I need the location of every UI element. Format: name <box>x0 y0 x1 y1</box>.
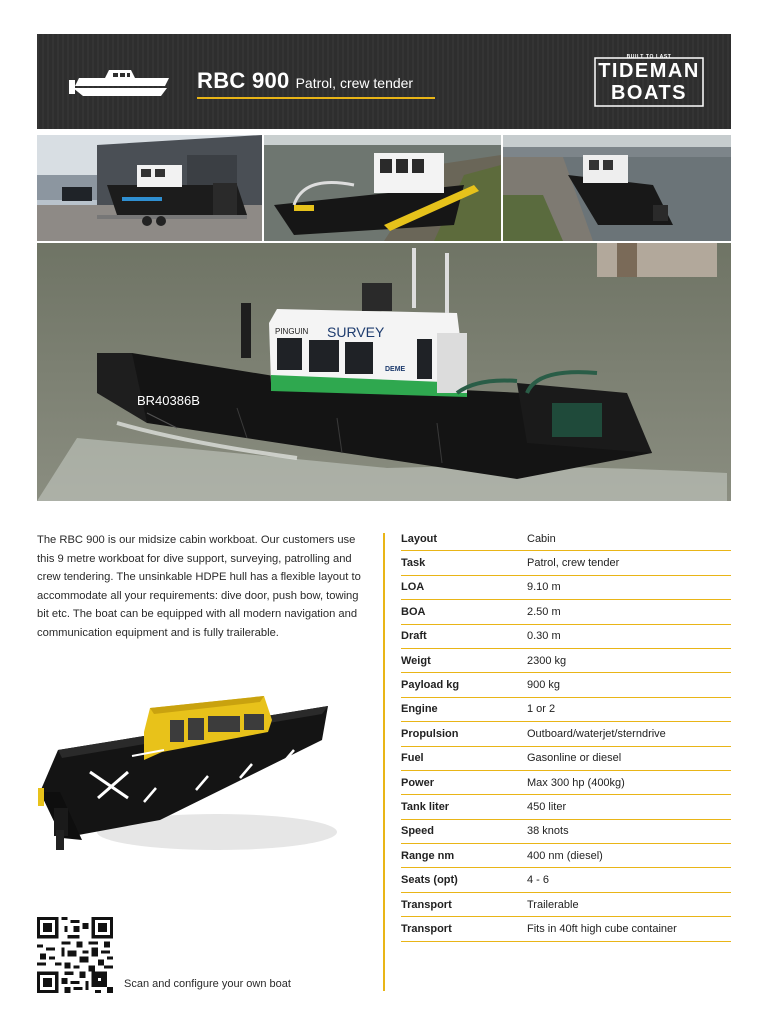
spec-label: Speed <box>401 825 435 838</box>
spec-label: Task <box>401 557 426 570</box>
spec-value: 38 knots <box>527 825 569 838</box>
spec-value: 450 liter <box>527 800 567 813</box>
spec-label: Transport <box>401 898 452 911</box>
spec-value: 2.50 m <box>527 605 561 618</box>
logo-line1: TIDEMAN <box>598 60 700 82</box>
vertical-divider <box>383 533 385 991</box>
model-subtitle: Patrol, crew tender <box>295 75 414 91</box>
spec-row <box>401 893 731 917</box>
boat-icon <box>69 64 175 100</box>
spec-row <box>401 551 731 575</box>
spec-label: Layout <box>401 532 438 545</box>
model-name: RBC 900 <box>197 68 290 93</box>
qr-caption: Scan and configure your own boat <box>124 978 291 990</box>
svg-text:BR40386B: BR40386B <box>137 393 200 408</box>
spec-label: Range nm <box>401 849 455 862</box>
qr-code[interactable] <box>37 917 113 993</box>
spec-row <box>401 576 731 600</box>
spec-row <box>401 844 731 868</box>
header-banner <box>37 34 731 129</box>
spec-value: Outboard/waterjet/sterndrive <box>527 727 666 740</box>
spec-label: Tank liter <box>401 800 450 813</box>
spec-row <box>401 600 731 624</box>
spec-row <box>401 649 731 673</box>
svg-text:DEME: DEME <box>385 366 406 373</box>
spec-value: Max 300 hp (400kg) <box>527 776 625 789</box>
tideman-boats-logo <box>593 54 705 110</box>
spec-value: Cabin <box>527 532 556 545</box>
cabin-brand <box>385 366 406 373</box>
svg-text:SURVEY: SURVEY <box>327 324 385 340</box>
product-description: The RBC 900 is our midsize cabin workboat. Our customers use this 9 metre workboat for dive support, surveying, patrolling and crew tendering. The unsinkable HDPE hull has a flexible layout to accommodate all your requirements: dive door, push bow, towing bit etc. The boat can be equipped with all modern navigation and communication equipment and is fully trailerable. <box>37 534 361 639</box>
hull-registration <box>137 393 200 408</box>
spec-label: Fuel <box>401 752 424 765</box>
spec-label: Propulsion <box>401 727 459 740</box>
logo-tagline: BUILT TO LAST <box>626 54 672 60</box>
spec-row <box>401 917 731 941</box>
boat-render-image <box>32 680 337 860</box>
spec-value: 4 - 6 <box>527 874 550 887</box>
spec-value: 0.30 m <box>527 630 561 643</box>
cabin-label-left <box>275 327 309 336</box>
spec-row <box>401 771 731 795</box>
spec-row <box>401 625 731 649</box>
title-block <box>197 68 435 99</box>
spec-label: Power <box>401 776 435 789</box>
photo-boat-on-water <box>37 243 731 501</box>
spec-label: Transport <box>401 922 452 935</box>
spec-row <box>401 698 731 722</box>
spec-label: Seats (opt) <box>401 874 458 887</box>
spec-value: 900 kg <box>527 679 561 692</box>
spec-label: LOA <box>401 581 425 594</box>
spec-row <box>401 722 731 746</box>
spec-value: Patrol, crew tender <box>527 557 620 570</box>
specifications-table <box>401 527 731 942</box>
spec-row <box>401 795 731 819</box>
spec-row <box>401 868 731 892</box>
spec-row <box>401 820 731 844</box>
spec-value: 1 or 2 <box>527 703 556 716</box>
spec-label: Weigt <box>401 654 431 667</box>
spec-value: 9.10 m <box>527 581 561 594</box>
logo-line2: BOATS <box>610 82 687 104</box>
cabin-label-survey <box>327 324 385 340</box>
photo-boat-at-quay <box>264 135 501 241</box>
spec-label: BOA <box>401 605 426 618</box>
title-underline <box>197 97 435 99</box>
spec-value: Fits in 40ft high cube container <box>527 922 677 935</box>
spec-row <box>401 527 731 551</box>
spec-value: 2300 kg <box>527 654 567 667</box>
spec-value: Trailerable <box>527 898 579 911</box>
photo-boat-on-slipway <box>503 135 731 241</box>
spec-label: Draft <box>401 630 427 643</box>
svg-text:PINGUIN: PINGUIN <box>275 327 309 336</box>
photo-boat-on-trailer <box>37 135 262 241</box>
spec-row <box>401 673 731 697</box>
spec-label: Engine <box>401 703 438 716</box>
spec-label: Payload kg <box>401 679 460 692</box>
spec-row <box>401 747 731 771</box>
spec-value: Gasonline or diesel <box>527 752 622 765</box>
spec-value: 400 nm (diesel) <box>527 849 603 862</box>
